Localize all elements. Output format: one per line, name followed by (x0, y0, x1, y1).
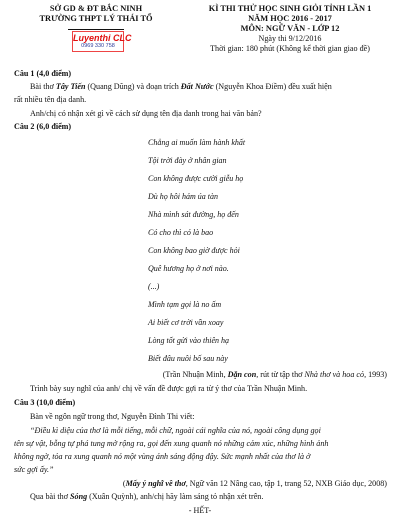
q3-quote-line: “Điều kì diệu của thơ là mỗi tiếng, mỗi chữ, ngoài cái nghĩa của nó, ngoài công dụng gọi (30, 426, 321, 435)
q3-title: Câu 3 (10,0 điểm) (14, 398, 76, 407)
poem-line: Tội trời đày ở nhân gian (148, 156, 227, 165)
q2-title: Câu 2 (6,0 điểm) (14, 122, 72, 131)
logo-phone: 0969 330 758 (81, 43, 115, 49)
poem-line: Mình tạm gọi là no ấm (148, 300, 222, 309)
logo-title: Luyenthi CLC (73, 33, 132, 43)
subject: MÔN: NGỮ VĂN - LỚP 12 (240, 24, 340, 33)
header-underline (68, 29, 124, 30)
q3-citation: (Mấy ý nghĩ về thơ, Ngữ văn 12 Nâng cao, tập 1, trang 52, NXB Giáo dục, 2008) (122, 479, 387, 488)
q3-quote-line: không ngờ, tỏa ra xung quanh nó một vùng ánh sáng động đậy. Sức mạnh nhất của thơ là ở (14, 452, 311, 461)
poem-line: Chẳng ai muốn làm hành khất (148, 138, 246, 147)
q1-question: Anh/chị có nhận xét gì về cách sử dụng tên địa danh trong hai văn bản? (30, 109, 262, 118)
poem-line: Ai biết cơ trời vần xoay (148, 318, 224, 327)
poem-line: Nhà mình sát đường, họ đến (148, 210, 239, 219)
exam-title: KÌ THI THỬ HỌC SINH GIỎI TỈNH LẦN 1 (208, 4, 372, 13)
school-year: NĂM HỌC 2016 - 2017 (248, 14, 332, 23)
q1-title: Câu 1 (4,0 điểm) (14, 69, 72, 78)
poem-line: Con không bao giờ được hỏi (148, 246, 240, 255)
end-marker: - HẾT- (188, 506, 212, 515)
q3-quote-line: tên sự vật, bỗng tự phá tung mở rộng ra, gọi đến xung quanh nó những cảm xúc, những hình ảnh (14, 439, 329, 448)
poem-line: (...) (148, 282, 160, 291)
poem-line: Quê hương họ ở nơi nào. (148, 264, 229, 273)
poem-line: Con không được cười giễu họ (148, 174, 244, 183)
exam-duration: Thời gian: 180 phút (Không kể thời gian giao đề) (210, 44, 370, 53)
q2-task: Trình bày suy nghĩ của anh/ chị về vấn đề được gợi ra từ ý thơ của Trần Nhuận Minh. (30, 384, 308, 393)
logo-badge (72, 31, 132, 52)
q3-task: Qua bài thơ Sóng (Xuân Quỳnh), anh/chị hãy làm sáng tỏ nhận xét trên. (30, 492, 264, 501)
poem-line: Có cho thì có là bao (148, 228, 214, 237)
poem-line: Lòng tốt gửi vào thiên hạ (148, 336, 230, 345)
department-name: SỞ GD & ĐT BẮC NINH (49, 4, 143, 13)
poem-line: Dù họ hôi hám úa tàn (148, 192, 218, 201)
q1-paragraph-1-cont: rất nhiều tên địa danh. (14, 95, 87, 104)
q3-intro: Bàn về ngôn ngữ trong thơ, Nguyễn Đình Thi viết: (30, 412, 195, 421)
school-name: TRƯỜNG THPT LÝ THÁI TỔ (39, 14, 153, 23)
poem-line: Biết đâu nuôi bố sau này (148, 354, 228, 363)
exam-date: Ngày thi 9/12/2016 (258, 34, 322, 43)
poem-source: (Trần Nhuận Minh, Dặn con, rút từ tập thơ Nhà thơ và hoa cỏ, 1993) (162, 370, 387, 379)
q1-paragraph-1: Bài thơ Tây Tiến (Quang Dũng) và đoạn trích Đất Nước (Nguyễn Khoa Điềm) đều xuất hiện (30, 82, 332, 91)
q3-quote-line: sức gợi ấy.” (14, 465, 54, 474)
